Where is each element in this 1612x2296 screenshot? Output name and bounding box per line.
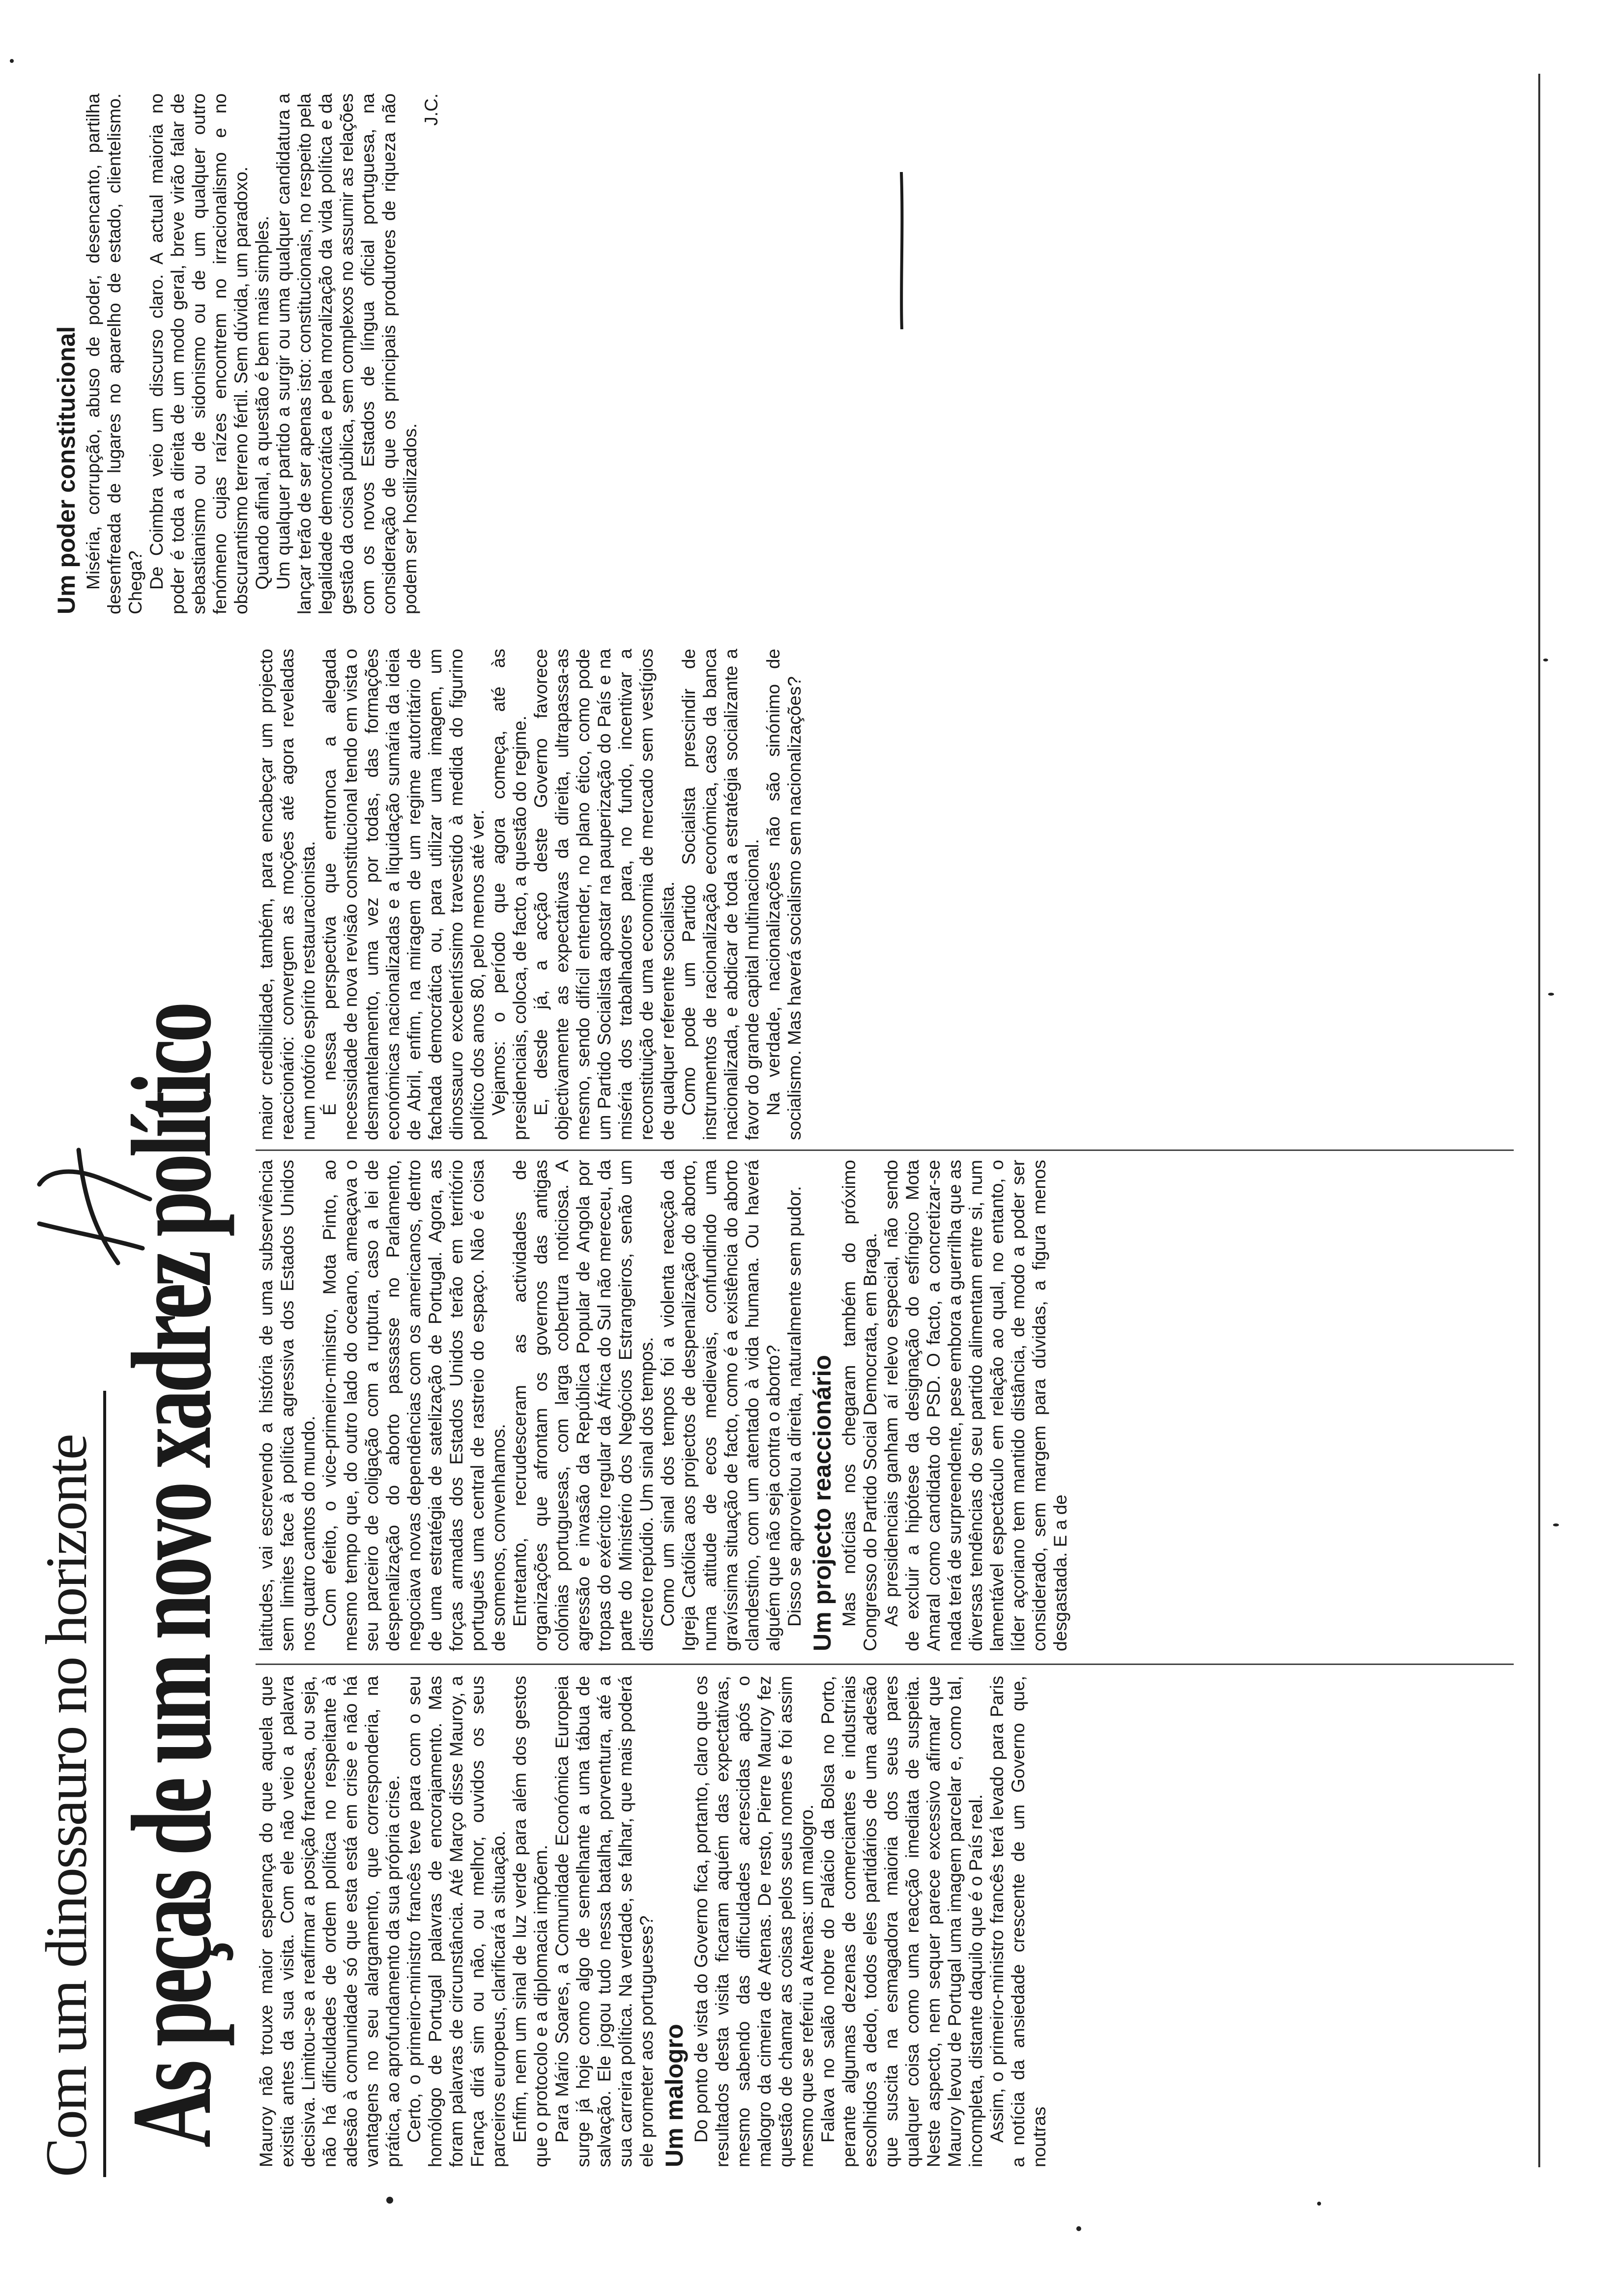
- paragraph: Mauroy não trouxe maior esperança do que aquela que existia antes da sua visita. Com ele não veio a palavra decisiva. Limitou-se a reafirmar a posição francesa, ou seja, não há dificuldades de ordem política no respeitante à adesão à comunidade só que esta está em crise e não há vantagens no seu alargamento, que corresponderia, na prática, ao aprofundamento da sua própria crise.: [256, 1676, 403, 2167]
- paragraph: Certo, o primeiro-ministro francês teve para com o seu homólogo de Portugal palavras de encorajamento. Mas foram palavras de circunstância. Até Março disse Mauroy, a França dirá sim ou não, ou melhor, ouvidos os seus parceiros europeus, clarificará a situação.: [404, 1676, 509, 2167]
- paragraph: É nessa perspectiva que entronca a alegada necessidade de nova revisão constitucional tendo em vista o desmantelamento, uma vez por todas, das formações económicas nacionalizadas e a liquidação sumária da ideia de Abril, enfim, na miragem de um regime autoritário de fachada democrática ou, para utilizar uma imagem, um dinossauro excelentíssimo travestido à medida do figurino político dos anos 80, pelo menos até ver.: [319, 649, 488, 1140]
- section-heading: Um malogro: [661, 2024, 688, 2167]
- paragraph: Mas notícias nos chegaram também do próximo Congresso do Partido Social Democrata, em Braga.: [839, 1160, 880, 1651]
- section-heading: Um poder constitucional: [53, 326, 80, 614]
- scan-speck: [1548, 993, 1554, 996]
- paragraph: Assim, o primeiro-ministro francês terá levado para Paris a notícia da ansiedade crescente de um Governo que, noutras: [987, 1676, 1049, 2167]
- scan-speck: [386, 2197, 393, 2204]
- paragraph: Com efeito, o vice-primeiro-ministro, Mota Pinto, ao mesmo tempo que, do outro lado do oceano, ameaçava o seu parceiro de coligação com a ruptura, caso a lei de despenalização do aborto passasse no Parlamento, negociava novas dependências com os americanos, dentro de uma estratégia de satelização de Portugal. Agora, as forças armadas dos Estados Unidos terão em território português uma central de rastreio do espaço. Não é coisa de somenos, convenhamos.: [319, 1160, 509, 1651]
- article-column-2: [256, 1160, 1514, 1651]
- paragraph: Para Mário Soares, a Comunidade Económica Europeia surge já hoje como algo de semelhante a uma tábua de salvação. Ele jogou tudo nessa batalha, porventura, até a sua carreira política. Na verdade, se falhar, que mais poderá ele prometer aos portugueses?: [552, 1676, 657, 2167]
- scan-speck: [1553, 1523, 1559, 1526]
- paragraph: Um qualquer partido a surgir ou uma qualquer candidatura a lançar terão de ser apenas isto: constitucionais, no respeito pela legalidade democrática e pela moralização da vida política e da gestão da coisa pública, sem complexos no assumir as relações com os novos Estados de língua oficial portuguesa, na consideração de que os principais produtores de riqueza não podem ser hostilizados.: [273, 93, 420, 614]
- article-headline: As peças de um novo xadrez político: [109, 1005, 235, 2148]
- section-heading: Um projecto reaccionário: [808, 1355, 836, 1651]
- paragraph: Enfim, nem um sinal de luz verde para além dos gestos que o protocolo e a diplomacia impõem.: [510, 1676, 551, 2167]
- column-divider: [256, 1664, 1514, 1665]
- scan-speck: [1543, 659, 1548, 661]
- paragraph: De Coimbra veio um discurso claro. A actual maioria no poder é toda a direita de um modo geral, breve virão falar de sebastianismo ou de sidonismo ou de um qualquer outro fenómeno cujas raízes encontrem no irracionalismo e no obscurantismo terreno fértil. Sem dúvida, um paradoxo.: [146, 93, 251, 614]
- paragraph: latitudes, vai escrevendo a história de uma subserviência sem limites face à política agressiva dos Estados Unidos nos quatro cantos do mundo.: [256, 1160, 318, 1651]
- paragraph: maior credibilidade, também, para encabeçar um projecto reaccionário: convergem as moções até agora reveladas num notório espírito restauracionista.: [256, 649, 318, 1140]
- paragraph: Falava no salão nobre do Palácio da Bolsa no Porto, perante algumas dezenas de comerciantes e industriais escolhidos a dedo, todos eles partidários de uma adesão que suscita na esmagadora maioria dos seus pares qualquer coisa como uma reacção imediata de suspeita. Neste aspecto, nem sequer parece excessivo afirmar que Mauroy levou de Portugal uma imagem parcelar e, como tal, incompleta, distante daquilo que é o País real.: [818, 1676, 986, 2167]
- paragraph: As presidenciais ganham aí relevo especial, não sendo de excluir a hipótese da designação do esfíngico Mota Amaral como candidato do PSD. O facto, a concretizar-se nada terá de surpreendente, pese embora a guerrilha que as diversas tendências do seu partido alimentam entre si, num lamentável espectáculo em relação ao qual, no entanto, o líder açoriano tem mantido distância, de modo a poder ser considerado, sem margem para dúvidas, a figura menos desgastada. E a de: [881, 1160, 1070, 1651]
- author-initials: J.C.: [421, 93, 441, 126]
- scan-speck: [1076, 2226, 1081, 2231]
- article-column-3: [256, 649, 1514, 1140]
- column-divider: [256, 1149, 1514, 1151]
- paragraph: Miséria, corrupção, abuso de poder, desencanto, partilha desenfreada de lugares no aparelho de estado, clientelismo. Chega?: [83, 93, 145, 614]
- paragraph: Como pode um Partido Socialista prescindir de instrumentos de racionalização económica, caso da banca nacionalizada, e abdicar de toda a estratégia socializante a favor do grande capital multinacional.: [679, 649, 762, 1140]
- paragraph: Quando afinal, a questão é bem mais simples.: [252, 216, 272, 590]
- paragraph: Do ponto de vista do Governo fica, portanto, claro que os resultados desta visita ficaram aquém das expectativas, mesmo sabendo das dificuldades acrescidas após o malogro da cimeira de Atenas. De resto, Pierre Mauroy fez questão de chamar as coisas pelos seus nomes e foi assim mesmo que se referiu a Atenas: um malogro.: [691, 1676, 817, 2167]
- article-column-1: [256, 1676, 1514, 2167]
- paragraph: Entretanto, recrudesceram as actividades de organizações que afrontam os governos das antigas colónias portuguesas, com larga cobertura noticiosa. A agressão e invasão da República Popular de Angola por tropas do exército regular da África do Sul não mereceu, da parte do Ministério dos Negócios Estrangeiros, senão um discreto repúdio. Um sinal dos tempos.: [510, 1160, 657, 1651]
- scan-speck: [10, 59, 14, 63]
- bottom-rule: [1538, 74, 1540, 2167]
- scan-speck: [1317, 2202, 1321, 2206]
- paragraph: Como um sinal dos tempos foi a violenta reacção da Igreja Católica aos projectos de despenalização do aborto, numa atitude de ecos medievais, confundindo uma gravíssima situação de facto, como é a existência do aborto clandestino, com um atentado à vida humana. Ou haverá alguém que não seja contra o aborto?: [658, 1160, 783, 1651]
- paragraph: Vejamos: o período que agora começa, até às presidenciais, coloca, de facto, a questão do regime.: [489, 649, 530, 1140]
- article-column-4: [49, 93, 1514, 614]
- newspaper-clipping: [20, 44, 1563, 2266]
- article-kicker: Com um dinossauro no horizonte: [29, 1391, 106, 2177]
- paragraph: E, desde já, a acção deste Governo favorece objectivamente as expectativas da direita, ultrapassa-as mesmo, sendo difícil entender, no plano ético, como pode um Partido Socialista apostar na pauperização do País e na miséria dos trabalhadores para, no fundo, incentivar a reconstituição de uma economia de mercado sem vestígios de qualquer referente socialista.: [531, 649, 678, 1140]
- pen-underline-icon: [899, 172, 904, 329]
- paragraph: Disso se aproveitou a direita, naturalmente sem pudor.: [784, 1186, 805, 1627]
- paragraph: Na verdade, nacionalizações não são sinónimo de socialismo. Mas haverá socialismo sem nacionalizações?: [763, 649, 805, 1140]
